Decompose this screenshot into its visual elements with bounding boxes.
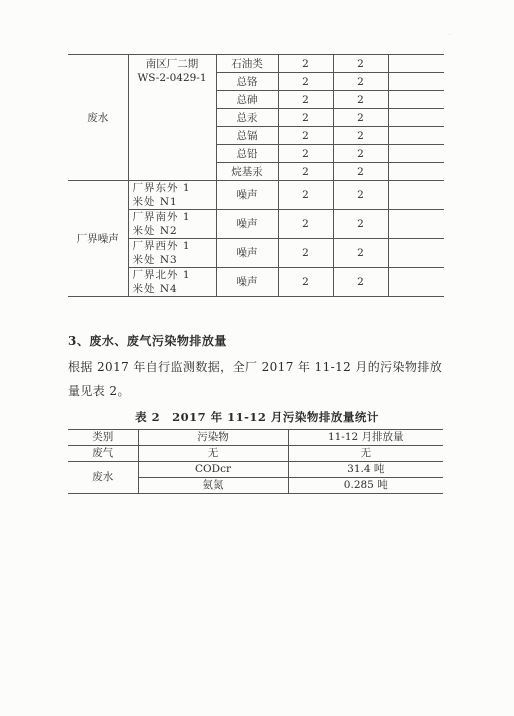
location-line: 厂界东外 1 [132, 182, 191, 194]
item-cell: 噪声 [216, 210, 278, 239]
value-cell: 2 [278, 210, 333, 239]
amount-cell: 31.4 吨 [288, 462, 443, 478]
column-header: 11-12 月排放量 [288, 430, 443, 446]
value-cell: 2 [278, 91, 333, 109]
value-cell: 2 [278, 127, 333, 145]
table-row [68, 462, 443, 478]
category-cell: 废水 [68, 55, 128, 181]
table-row [68, 446, 443, 462]
value-cell: 2 [278, 55, 333, 73]
item-cell: 总汞 [216, 109, 278, 127]
location-cell [128, 239, 216, 268]
column-header: 污染物 [138, 430, 288, 446]
empty-cell [388, 145, 444, 163]
value-cell: 2 [333, 210, 388, 239]
location-line: 厂界西外 1 [132, 240, 191, 252]
location-line: 厂界北外 1 [132, 269, 191, 281]
pollutant-cell: 无 [138, 446, 288, 462]
table-caption: 表 2 2017 年 11-12 月污染物排放量统计 [135, 410, 379, 424]
location-line: 米处 N3 [132, 254, 178, 266]
empty-cell [388, 91, 444, 109]
value-cell: 2 [333, 91, 388, 109]
value-cell: 2 [278, 181, 333, 210]
scan-mark: · [449, 32, 451, 39]
location-line: 厂界南外 1 [132, 211, 191, 223]
empty-cell [388, 239, 444, 268]
location-line: 米处 N1 [132, 196, 178, 208]
location-line: 米处 N4 [132, 283, 178, 295]
monitoring-table [68, 54, 444, 297]
value-cell: 2 [333, 55, 388, 73]
item-cell: 总铅 [216, 145, 278, 163]
item-cell: 烷基汞 [216, 163, 278, 181]
item-cell: 总砷 [216, 91, 278, 109]
source-cell [128, 55, 216, 181]
item-cell: 总镉 [216, 127, 278, 145]
source-line: 南区厂二期 [145, 58, 199, 70]
empty-cell [388, 73, 444, 91]
value-cell: 2 [278, 268, 333, 297]
table-row [68, 181, 444, 210]
pollutant-cell: 氨氮 [138, 478, 288, 494]
location-line: 米处 N2 [132, 225, 178, 237]
item-cell: 噪声 [216, 181, 278, 210]
body-paragraph: 根据 2017 年自行监测数据，全厂 2017 年 11-12 月的污染物排放量见表 2。 [68, 360, 443, 398]
value-cell: 2 [333, 73, 388, 91]
value-cell: 2 [278, 163, 333, 181]
value-cell: 2 [333, 268, 388, 297]
value-cell: 2 [333, 181, 388, 210]
table-row [68, 55, 444, 73]
value-cell: 2 [278, 109, 333, 127]
source-code: WS-2-0429-1 [137, 72, 207, 84]
location-cell [128, 268, 216, 297]
value-cell: 2 [278, 73, 333, 91]
empty-cell [388, 210, 444, 239]
empty-cell [388, 163, 444, 181]
location-cell [128, 181, 216, 210]
value-cell: 2 [333, 145, 388, 163]
value-cell: 2 [333, 127, 388, 145]
category-cell: 废水 [68, 462, 138, 494]
value-cell: 2 [333, 109, 388, 127]
value-cell: 2 [278, 239, 333, 268]
empty-cell [388, 268, 444, 297]
value-cell: 2 [333, 239, 388, 268]
value-cell: 2 [278, 145, 333, 163]
section-heading: 3、废水、废气污染物排放量 [68, 334, 227, 348]
amount-cell: 无 [288, 446, 443, 462]
location-cell [128, 210, 216, 239]
category-cell: 废气 [68, 446, 138, 462]
pollutant-cell: CODcr [138, 462, 288, 478]
category-cell: 厂界噪声 [68, 181, 128, 297]
empty-cell [388, 55, 444, 73]
amount-cell: 0.285 吨 [288, 478, 443, 494]
empty-cell [388, 181, 444, 210]
emission-table [68, 429, 443, 494]
empty-cell [388, 109, 444, 127]
item-cell: 总铬 [216, 73, 278, 91]
item-cell: 噪声 [216, 268, 278, 297]
item-cell: 噪声 [216, 239, 278, 268]
value-cell: 2 [333, 163, 388, 181]
column-header: 类别 [68, 430, 138, 446]
table-header-row [68, 430, 443, 446]
item-cell: 石油类 [216, 55, 278, 73]
empty-cell [388, 127, 444, 145]
